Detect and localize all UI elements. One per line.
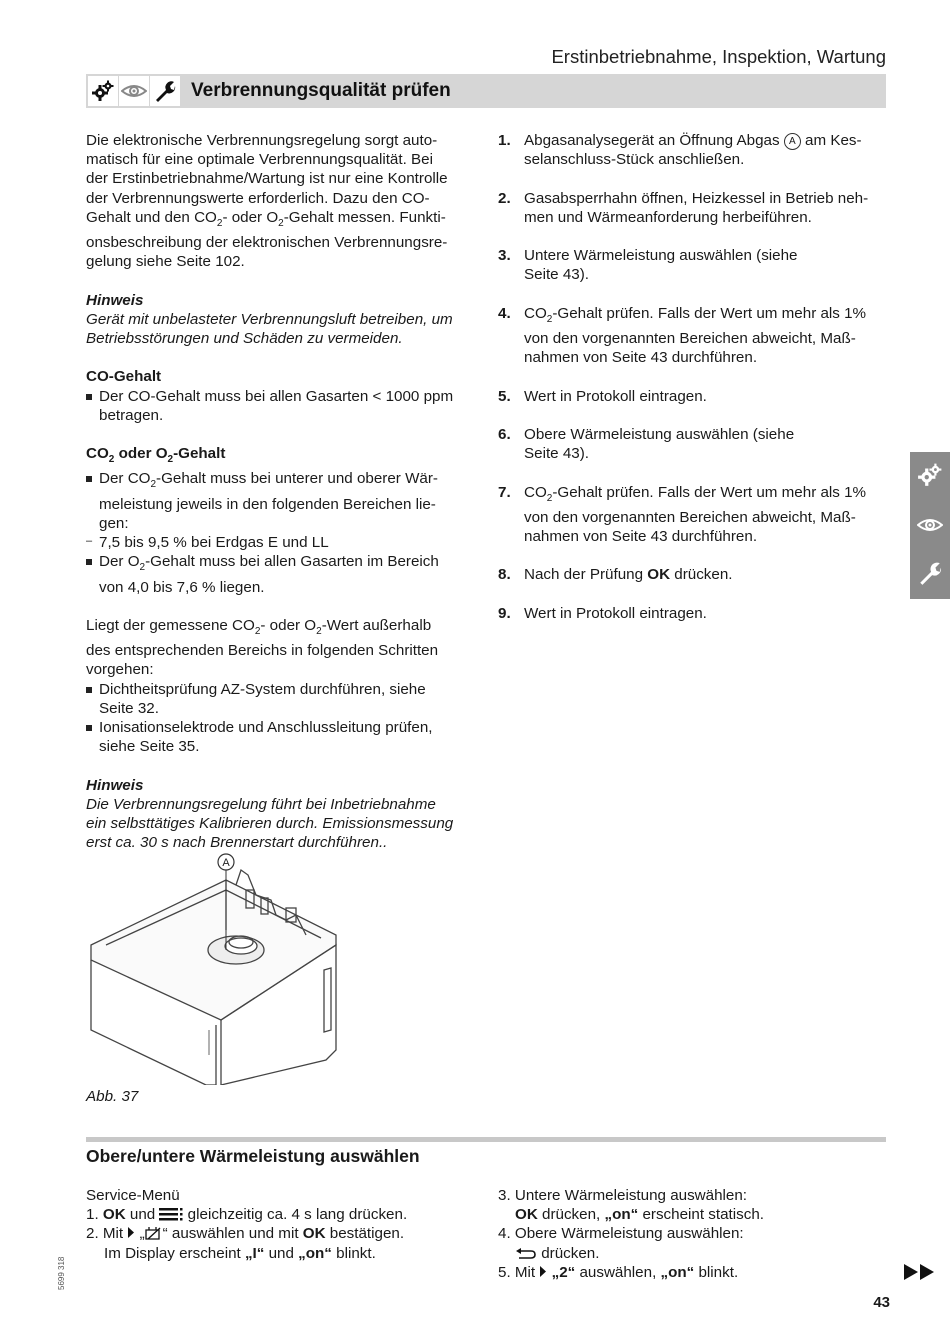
step-8: 8. Nach der Prüfung OK drücken. xyxy=(498,566,733,584)
chapter-side-tab[interactable] xyxy=(910,452,950,599)
boiler-illustration xyxy=(86,850,356,1085)
chapter-header: Erstinbetriebnahme, Inspektion, Wartung xyxy=(551,46,886,67)
deviation-bullet: Ionisationselektrode und Anschlussleitung prüfen, xyxy=(86,718,478,737)
callout-a-icon: A xyxy=(784,133,801,150)
figure-callout: A xyxy=(222,857,230,869)
step-3: 3. Untere Wärmeleistung auswählen (siehe Seite 43). xyxy=(498,247,798,284)
step-7: 7. $CO_2$-Gehalt prüfen. Falls der Wert um mehr als 1% von den vorgenannten Bereichen abweicht, Maß- nahmen von Seite 43 durchführen. xyxy=(498,483,867,546)
step-6: 6. Obere Wärmeleistung auswählen (siehe Seite 43). xyxy=(498,426,795,463)
co2-heading: $CO_2$ oder $O_2$-Gehalt xyxy=(86,445,226,466)
service-step-1: 1. OK und gleichzeitig ca. 4 s lang drücken. xyxy=(86,1206,408,1224)
deviation-bullet-cont: Seite 32. xyxy=(99,699,159,717)
document-number: 5699 318 xyxy=(57,1256,66,1290)
intro-line: onsbeschreibung der elektronischen Verbrennungsre- xyxy=(86,234,448,252)
deviation-text: des entsprechenden Bereichs in folgenden Schritten xyxy=(86,642,439,660)
deviation-text: Liegt der gemessene $CO_2-$ oder $O_2$-Wert außerhalb xyxy=(86,616,432,637)
menu-icon xyxy=(159,1207,183,1221)
section-title: Verbrennungsqualität prüfen xyxy=(191,80,451,101)
intro-line: der Verbrennungswerte erforderlich. Dazu den CO- xyxy=(86,189,430,207)
co-bullet-cont: betragen. xyxy=(99,406,164,424)
gears-icon xyxy=(88,76,118,106)
right-column xyxy=(498,131,888,642)
wrench-icon xyxy=(150,76,180,106)
co2-bullet-cont: meleistung jeweils in den folgenden Bereichen lie- xyxy=(99,495,436,513)
co2-bullet: Der $CO_2$-Gehalt muss bei unterer und oberer Wär- xyxy=(86,469,478,494)
left-column xyxy=(86,131,478,852)
deviation-bullet: Dichtheitsprüfung AZ-System durchführen, siehe xyxy=(86,680,478,699)
section2-right xyxy=(498,1186,888,1282)
step-5: 5. Wert in Protokoll eintragen. xyxy=(498,387,707,405)
burner-power-icon xyxy=(145,1226,163,1240)
service-step-5: 5. Mit „2“ auswählen, „on“ blinkt. xyxy=(498,1263,739,1281)
eye-icon xyxy=(119,76,149,106)
section2-title: Obere/untere Wärmeleistung auswählen xyxy=(86,1146,420,1166)
section-title-bar xyxy=(86,74,886,108)
intro-line: Gehalt und den $CO_2-$ oder $O_2$-Gehalt messen. Funkti- xyxy=(86,208,446,229)
service-step-2-cont: Im Display erscheint „I“ und „on“ blinkt. xyxy=(104,1244,376,1262)
figure-caption: Abb. 37 xyxy=(86,1088,139,1105)
service-step-4: 4. Obere Wärmeleistung auswählen: xyxy=(498,1225,744,1243)
intro-line: der Erstinbetriebnahme/Wartung ist nur eine Kontrolle xyxy=(86,170,448,188)
continue-icon xyxy=(904,1264,936,1285)
deviation-bullet-cont: siehe Seite 35. xyxy=(99,738,200,756)
intro-line: Die elektronische Verbrennungsregelung sorgt auto- xyxy=(86,132,438,149)
gears-icon xyxy=(917,462,943,488)
co2-range: – 7,5 bis 9,5 % bei Erdgas E und LL xyxy=(86,533,478,552)
wrench-icon xyxy=(917,560,943,586)
co-heading: CO-Gehalt xyxy=(86,368,162,386)
back-arrow-icon xyxy=(515,1246,537,1259)
co-bullet: Der CO-Gehalt muss bei allen Gasarten < 1000 ppm xyxy=(86,387,478,406)
co2-bullet-cont: gen: xyxy=(99,514,129,532)
deviation-text: vorgehen: xyxy=(86,661,154,679)
hinweis-title: Hinweis xyxy=(86,776,144,794)
hinweis-text: Die Verbrennungsregelung führt bei Inbetriebnahme xyxy=(86,795,436,813)
eye-icon xyxy=(917,512,943,538)
hinweis-text: ein selbsttätiges Kalibrieren durch. Emissionsmessung xyxy=(86,814,454,832)
step-2: 2. Gasabsperrhahn öffnen, Heizkessel in Betrieb neh- men und Wärmeanforderung herbeiführen. xyxy=(498,189,869,226)
intro-line: matisch für eine optimale Verbrennungsqualität. Bei xyxy=(86,151,433,169)
page-number: 43 xyxy=(873,1294,890,1311)
hinweis-text: erst ca. 30 s nach Brennerstart durchführen.. xyxy=(86,834,388,852)
service-step-4-cont: drücken. xyxy=(498,1244,888,1263)
step-9: 9. Wert in Protokoll eintragen. xyxy=(498,604,707,622)
service-menu-label: Service-Menü xyxy=(86,1187,180,1204)
hinweis-text: Gerät mit unbelasteter Verbrennungsluft betreiben, um xyxy=(86,310,453,328)
o2-bullet-cont: von 4,0 bis 7,6 % liegen. xyxy=(99,578,265,596)
step-4: 4. $CO_2$-Gehalt prüfen. Falls der Wert um mehr als 1% von den vorgenannten Bereichen abweicht, Maß- nahmen von Seite 43 durchführen. xyxy=(498,304,867,367)
section2-left xyxy=(86,1186,486,1263)
step-1: 1. Abgasanalysegerät an Öffnung Abgas A am Kes- selanschluss-Stück anschließen. xyxy=(498,132,862,169)
service-step-3-cont: OK drücken, „on“ erscheint statisch. xyxy=(515,1206,765,1224)
section-divider xyxy=(86,1137,886,1142)
hinweis-text: Betriebsstörungen und Schäden zu vermeiden. xyxy=(86,330,403,348)
service-step-3: 3. Untere Wärmeleistung auswählen: xyxy=(498,1187,748,1204)
hinweis-title: Hinweis xyxy=(86,291,144,309)
o2-bullet: Der $O_2$-Gehalt muss bei allen Gasarten im Bereich xyxy=(86,552,478,577)
intro-line: gelung siehe Seite 102. xyxy=(86,253,245,271)
service-step-2: 2. Mit „ “ auswählen und mit OK bestätigen. xyxy=(86,1225,405,1243)
